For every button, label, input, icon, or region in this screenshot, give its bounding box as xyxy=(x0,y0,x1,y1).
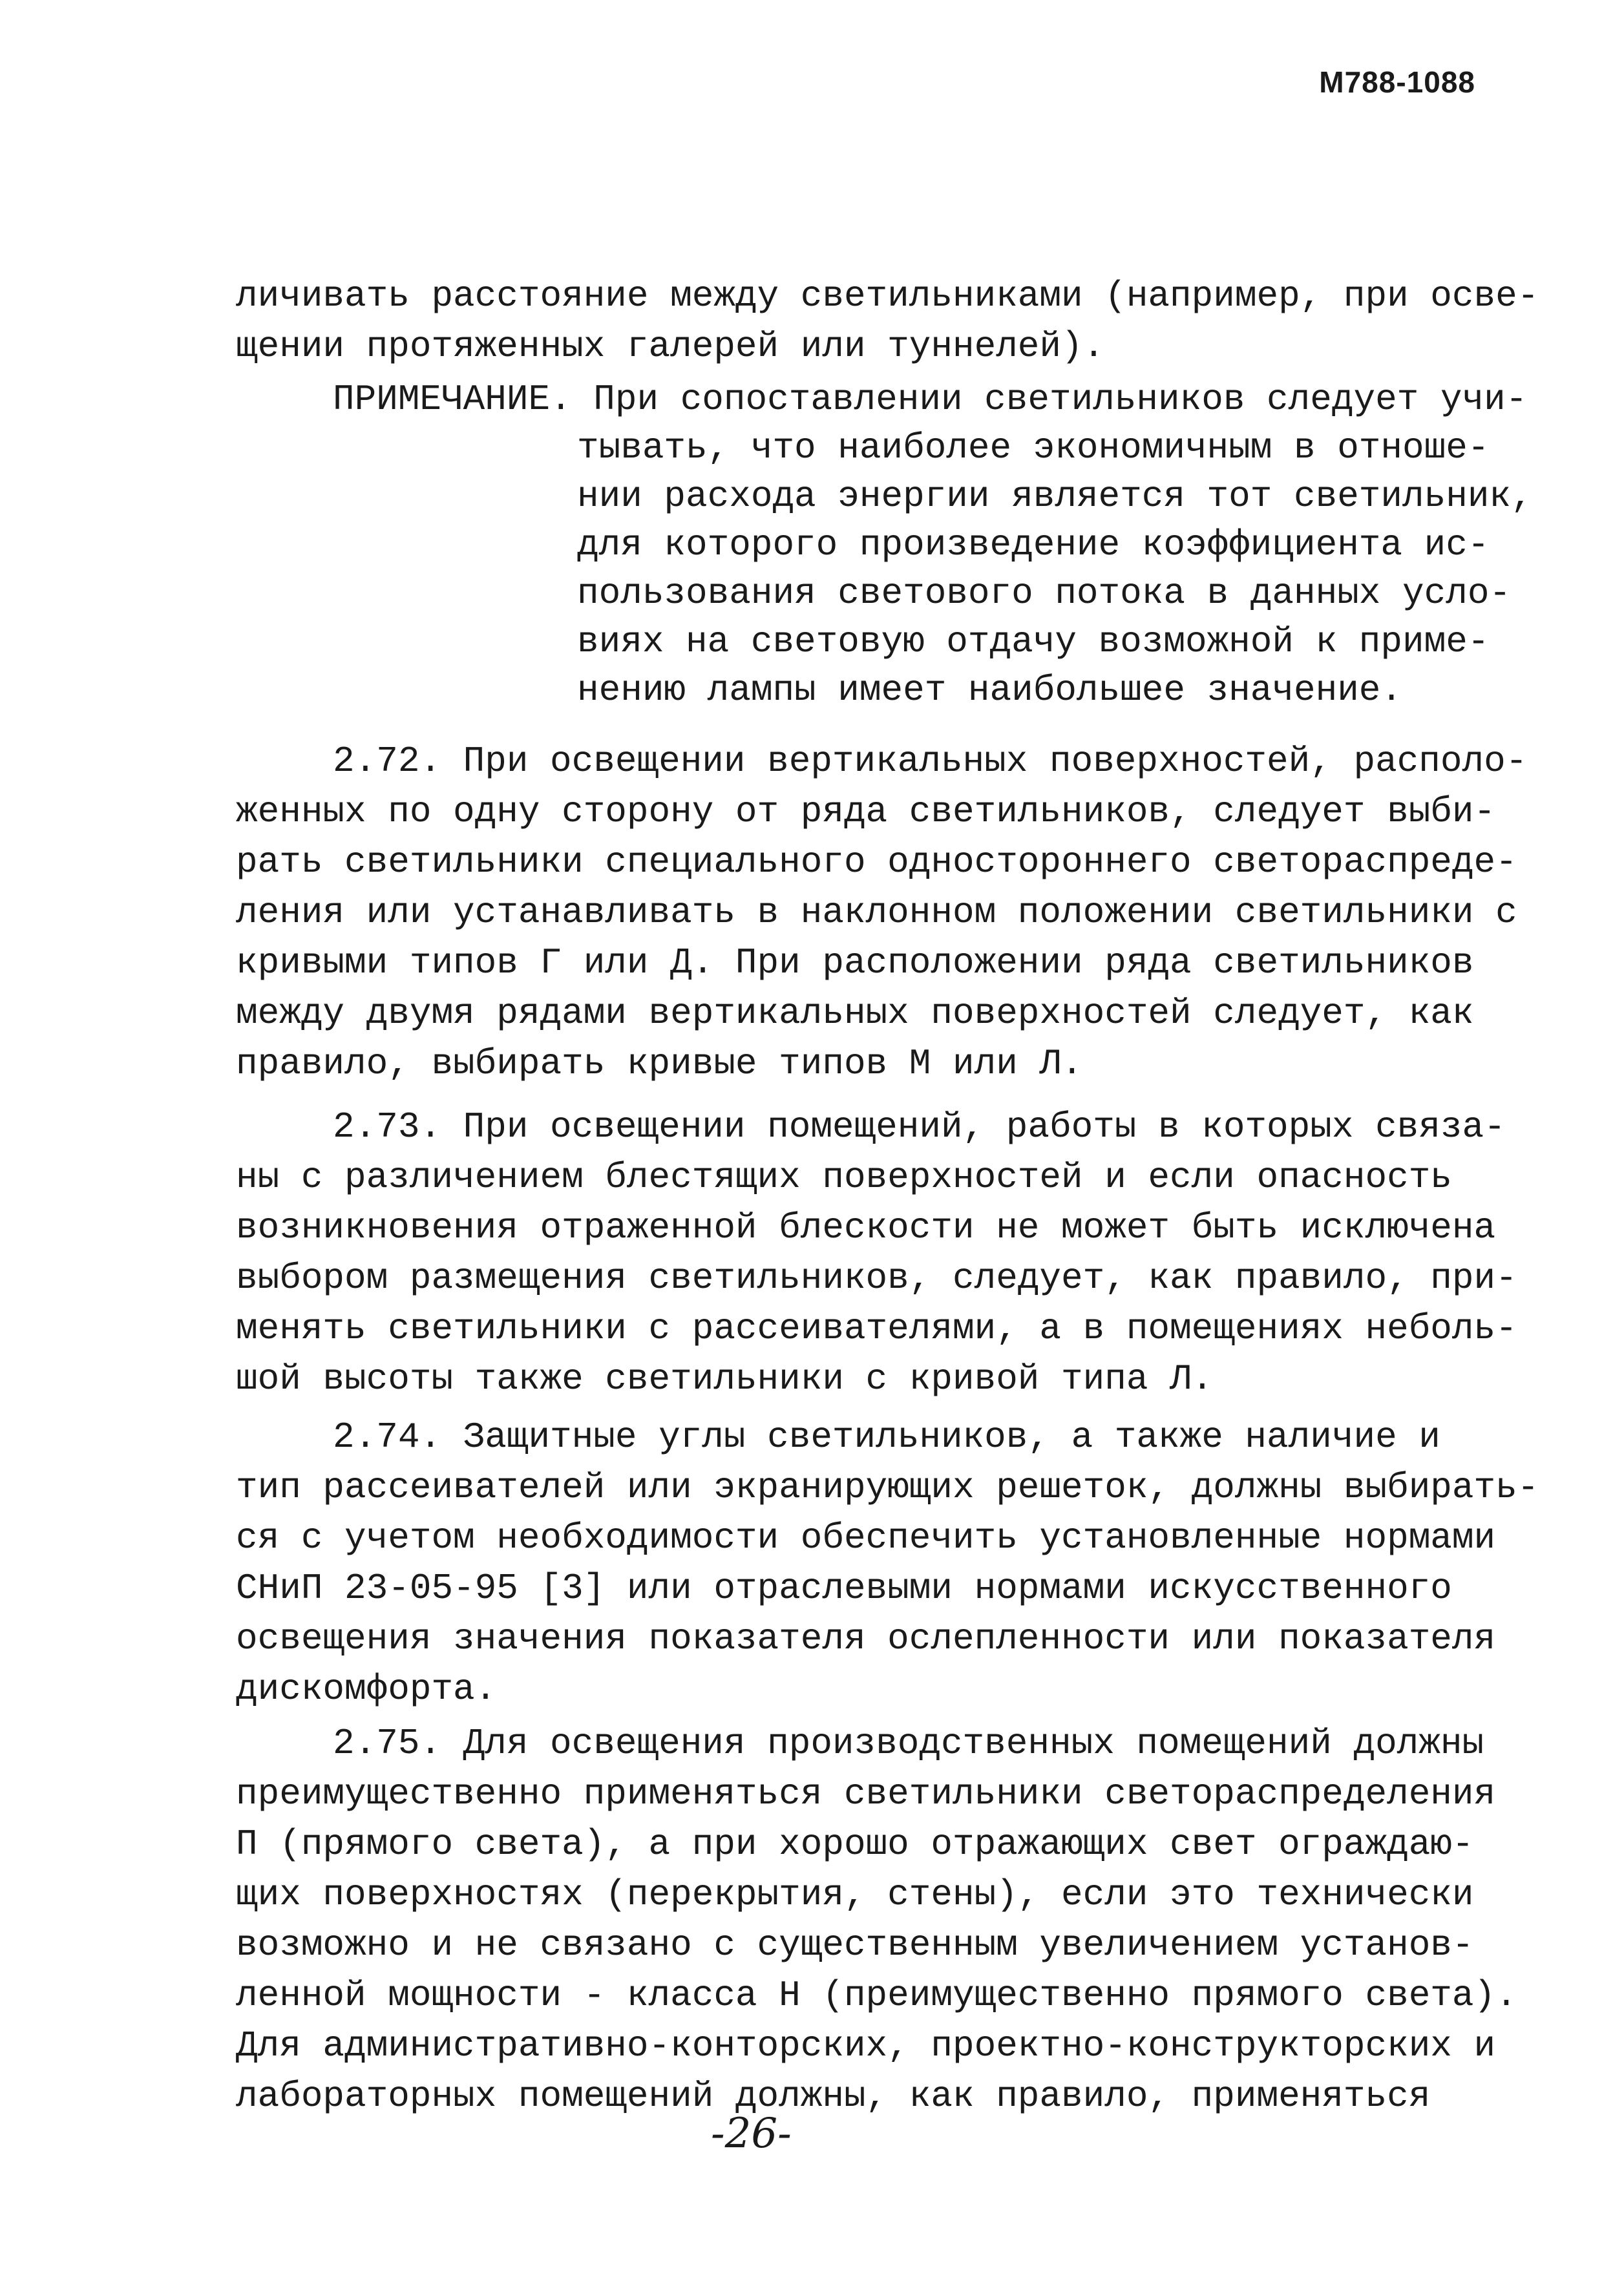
text-line: возможно и не связано с существенным увеличением установ- xyxy=(236,1924,1474,1966)
text-line: менять светильники с рассеивателями, а в помещениях неболь- xyxy=(236,1308,1517,1349)
note-line: тывать, что наиболее экономичным в отноше- xyxy=(577,427,1490,468)
page-number: -26- xyxy=(711,2110,792,2158)
paragraph-first-line: 2.74. Защитные углы светильников, а также наличие и xyxy=(333,1416,1440,1458)
text-line: освещения значения показателя ослепленности или показателя xyxy=(236,1618,1496,1659)
note-line: пользования светового потока в данных усло- xyxy=(577,573,1512,614)
text-line: ны с различением блестящих поверхностей и если опасность xyxy=(236,1157,1452,1198)
text-line: ления или устанавливать в наклонном положении светильники с xyxy=(236,892,1517,933)
text-line: возникновения отраженной блескости не может быть исключена xyxy=(236,1207,1496,1248)
text-line: П (прямого света), а при хорошо отражающих свет ограждаю- xyxy=(236,1824,1474,1865)
note-heading-line: ПРИМЕЧАНИЕ. При сопоставлении светильников следует учи- xyxy=(333,379,1528,420)
text-line: тип рассеивателей или экранирующих решеток, должны выбирать- xyxy=(236,1467,1539,1508)
document-code: М788-1088 xyxy=(1319,65,1475,99)
note-line: нению лампы имеет наибольшее значение. xyxy=(577,669,1403,711)
text-line: ся с учетом необходимости обеспечить установленные нормами xyxy=(236,1517,1496,1559)
text-line: между двумя рядами вертикальных поверхностей следует, как xyxy=(236,993,1474,1034)
text-line: дискомфорта. xyxy=(236,1668,497,1710)
text-line: кривыми типов Г или Д. При расположении ряда светильников xyxy=(236,942,1474,983)
text-line: выбором размещения светильников, следует, как правило, при- xyxy=(236,1257,1517,1299)
text-line: женных по одну сторону от ряда светильников, следует выби- xyxy=(236,791,1496,832)
text-line: лабораторных помещений должны, как правило, применяться xyxy=(236,2076,1431,2117)
text-line: СНиП 23-05-95 [3] или отраслевыми нормами искусственного xyxy=(236,1568,1452,1609)
note-line: для которого произведение коэффициента ис- xyxy=(577,524,1490,565)
paragraph-first-line: 2.72. При освещении вертикальных поверхностей, располо- xyxy=(333,741,1528,782)
text-line: шой высоты также светильники с кривой типа Л. xyxy=(236,1358,1214,1400)
paragraph-first-line: 2.75. Для освещения производственных помещений должны xyxy=(333,1723,1484,1764)
paragraph-first-line: 2.73. При освещении помещений, работы в которых связа- xyxy=(333,1106,1506,1148)
text-line: Для административно-конторских, проектно-конструкторских и xyxy=(236,2025,1496,2066)
text-line: ленной мощности - класса Н (преимущественно прямого света). xyxy=(236,1975,1517,2016)
text-line: рать светильники специального одностороннего светораспреде- xyxy=(236,841,1517,883)
text-line: щих поверхностях (перекрытия, стены), если это технически xyxy=(236,1874,1474,1915)
note-line: нии расхода энергии является тот светильник, xyxy=(577,476,1533,517)
text-line: правило, выбирать кривые типов М или Л. xyxy=(236,1043,1083,1084)
text-line: щении протяженных галерей или туннелей). xyxy=(236,326,1105,367)
note-line: виях на световую отдачу возможной к приме- xyxy=(577,621,1490,662)
text-line: личивать расстояние между светильниками (например, при осве- xyxy=(236,275,1539,317)
text-line: преимущественно применяться светильники светораспределения xyxy=(236,1773,1496,1814)
